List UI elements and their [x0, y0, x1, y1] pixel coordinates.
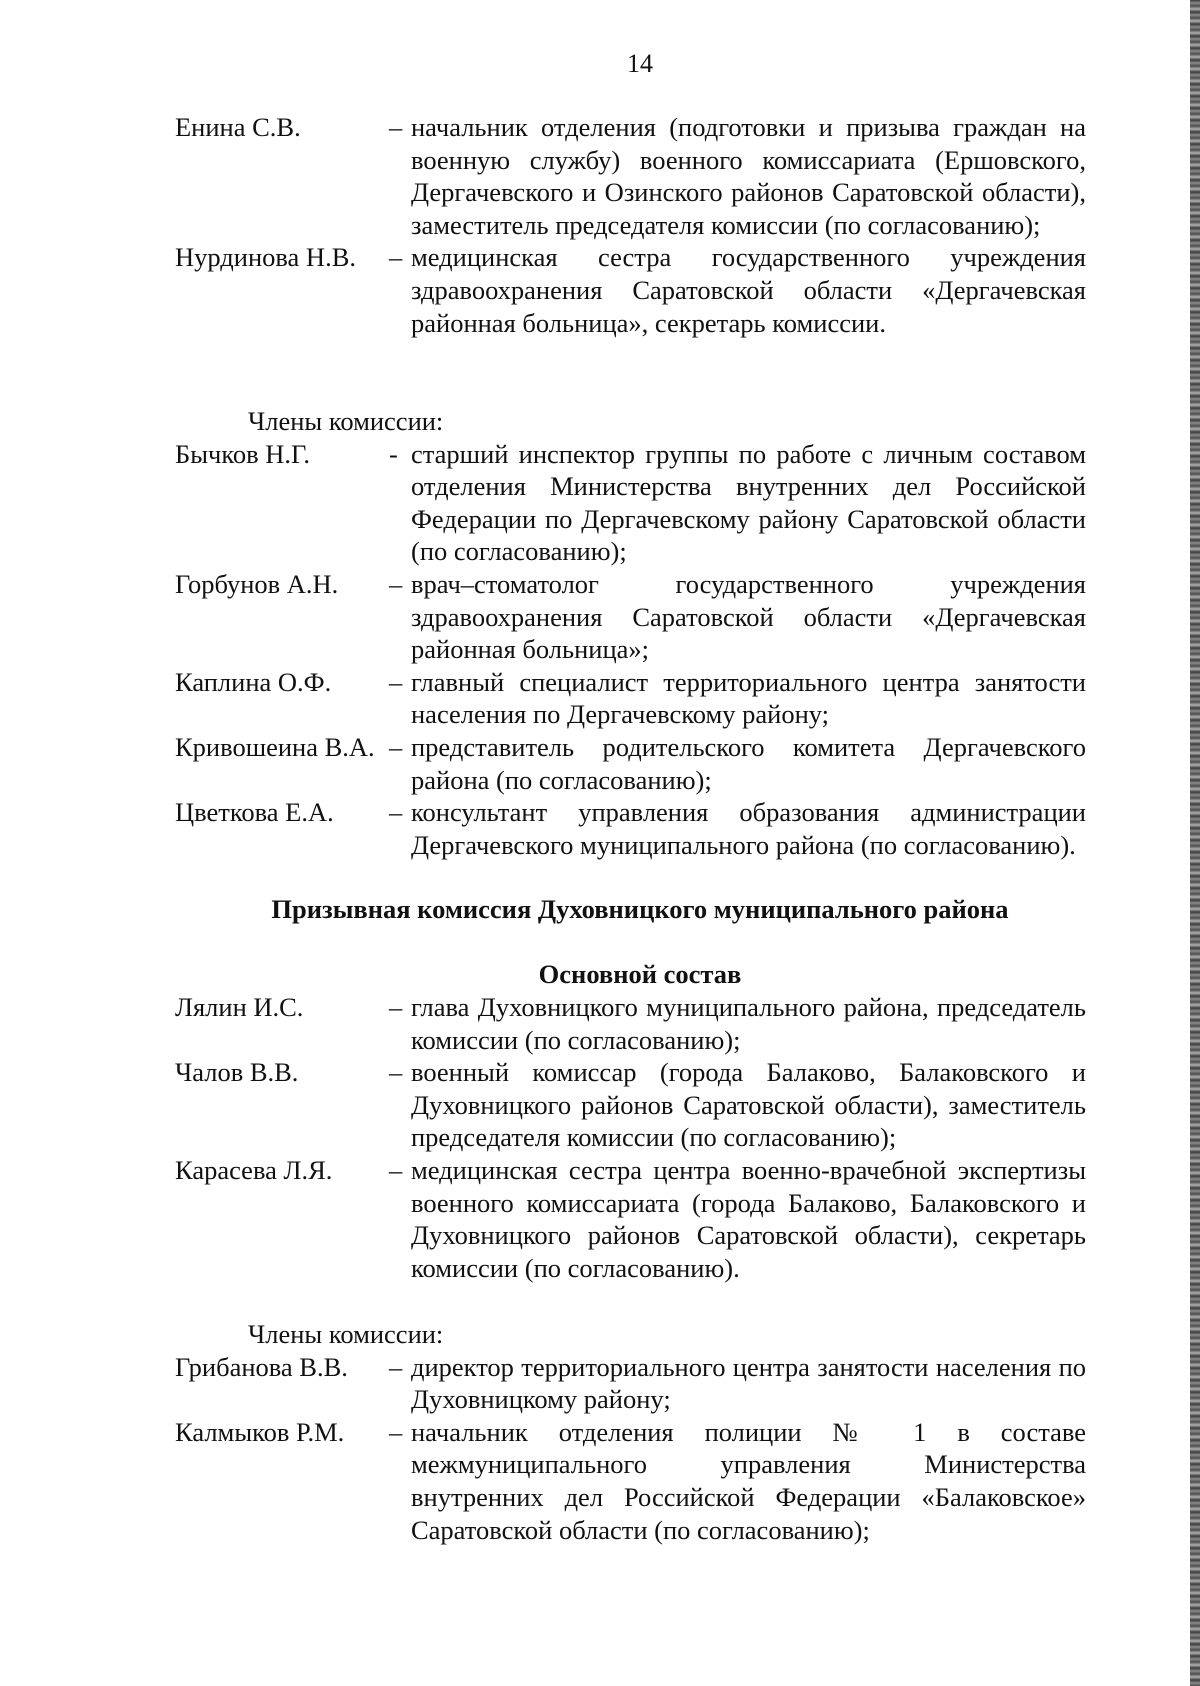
list-item: [0, 438, 1200, 568]
dash: –: [389, 1416, 403, 1447]
list-item: [0, 1056, 1200, 1154]
main-composition-list: [0, 991, 1200, 1284]
member-position: врач–стоматолог государственного учреждения здравоохранения Саратовской области «Дергачевская районная больница»;: [411, 568, 1086, 665]
dash: –: [389, 731, 403, 762]
member-name: Лялин И.С.: [175, 992, 304, 1022]
commission-members-list: [0, 405, 1200, 861]
list-item: [0, 241, 1200, 339]
dash: –: [389, 1057, 403, 1088]
member-name: Кривошеина В.А.: [175, 731, 375, 762]
member-position: глава Духовницкого муниципального района, председатель комиссии (по согласованию);: [411, 992, 1086, 1055]
commission-members-list-2: [0, 1318, 1200, 1546]
member-name: Цветкова Е.А.: [175, 797, 334, 828]
dash: –: [389, 1154, 403, 1185]
member-name: Калмыков Р.М.: [175, 1416, 345, 1447]
dash: –: [389, 992, 403, 1022]
member-position: директор территориального центра занятости населения по Духовницкому району;: [411, 1351, 1086, 1415]
members-label: Члены комиссии:: [248, 1319, 444, 1349]
page-number: 14: [627, 49, 653, 78]
list-item: [0, 796, 1200, 861]
member-position: начальник отделения полиции № 1 в составе межмуниципального управления Министерства внутренних дел Российской Федерации «Балаковское» Саратовской области (по согласованию);: [411, 1416, 1086, 1545]
member-position: старший инспектор группы по работе с личным составом отделения Министерства внутренних дел Российской Федерации по Дергачевскому району Саратовской области (по согласованию);: [411, 438, 1086, 567]
subsection-title: Основной состав: [538, 959, 742, 989]
dash: –: [389, 568, 403, 599]
list-item: [0, 991, 1200, 1056]
dash: –: [389, 242, 403, 273]
members-label: Члены комиссии:: [248, 406, 444, 436]
member-position: консультант управления образования администрации Дергачевского муниципального района (по согласованию).: [411, 797, 1086, 860]
member-position: военный комиссар (города Балаково, Балаковского и Духовницкого районов Саратовской области), заместитель председателя комиссии (по согласованию);: [411, 1057, 1086, 1153]
member-position: начальник отделения (подготовки и призыва граждан на военную службу) военного комиссариата (Ершовского, Дергачевского и Озинского районов Саратовской области), заместитель председателя комиссии (по согласованию);: [411, 112, 1086, 240]
member-position: медицинская сестра центра военно-врачебной экспертизы военного комиссариата (города Балаково, Балаковского и Духовницкого районов Саратовской области), секретарь комиссии (по согласованию).: [411, 1154, 1086, 1283]
commission-list-head: [0, 111, 1200, 339]
dash: –: [389, 797, 403, 828]
dash: –: [389, 112, 403, 142]
dash: -: [389, 438, 398, 469]
list-item: [0, 1416, 1200, 1546]
list-item: [0, 1351, 1200, 1416]
scan-edge: [1190, 0, 1200, 1686]
member-name: Карасева Л.Я.: [175, 1154, 333, 1185]
list-item: [0, 111, 1200, 241]
member-name: Енина С.В.: [175, 112, 301, 142]
member-position: представитель родительского комитета Дергачевского района (по согласованию);: [411, 731, 1086, 795]
list-item: [0, 731, 1200, 796]
member-position: медицинская сестра государственного учреждения здравоохранения Саратовской области «Дергачевская районная больница», секретарь комиссии.: [411, 242, 1086, 338]
section-title: Призывная комиссия Духовницкого муниципального района: [271, 894, 1009, 924]
member-name: Чалов В.В.: [175, 1057, 299, 1088]
member-name: Грибанова В.В.: [175, 1351, 348, 1382]
dash: –: [389, 1351, 403, 1382]
member-name: Каплина О.Ф.: [175, 666, 332, 697]
member-position: главный специалист территориального центра занятости населения по Дергачевскому району;: [411, 666, 1086, 730]
member-name: Бычков Н.Г.: [175, 438, 310, 469]
list-item: [0, 568, 1200, 666]
dash: –: [389, 666, 403, 697]
member-name: Нурдинова Н.В.: [175, 242, 356, 273]
list-item: [0, 666, 1200, 731]
list-item: [0, 1154, 1200, 1284]
member-name: Горбунов А.Н.: [175, 568, 339, 599]
